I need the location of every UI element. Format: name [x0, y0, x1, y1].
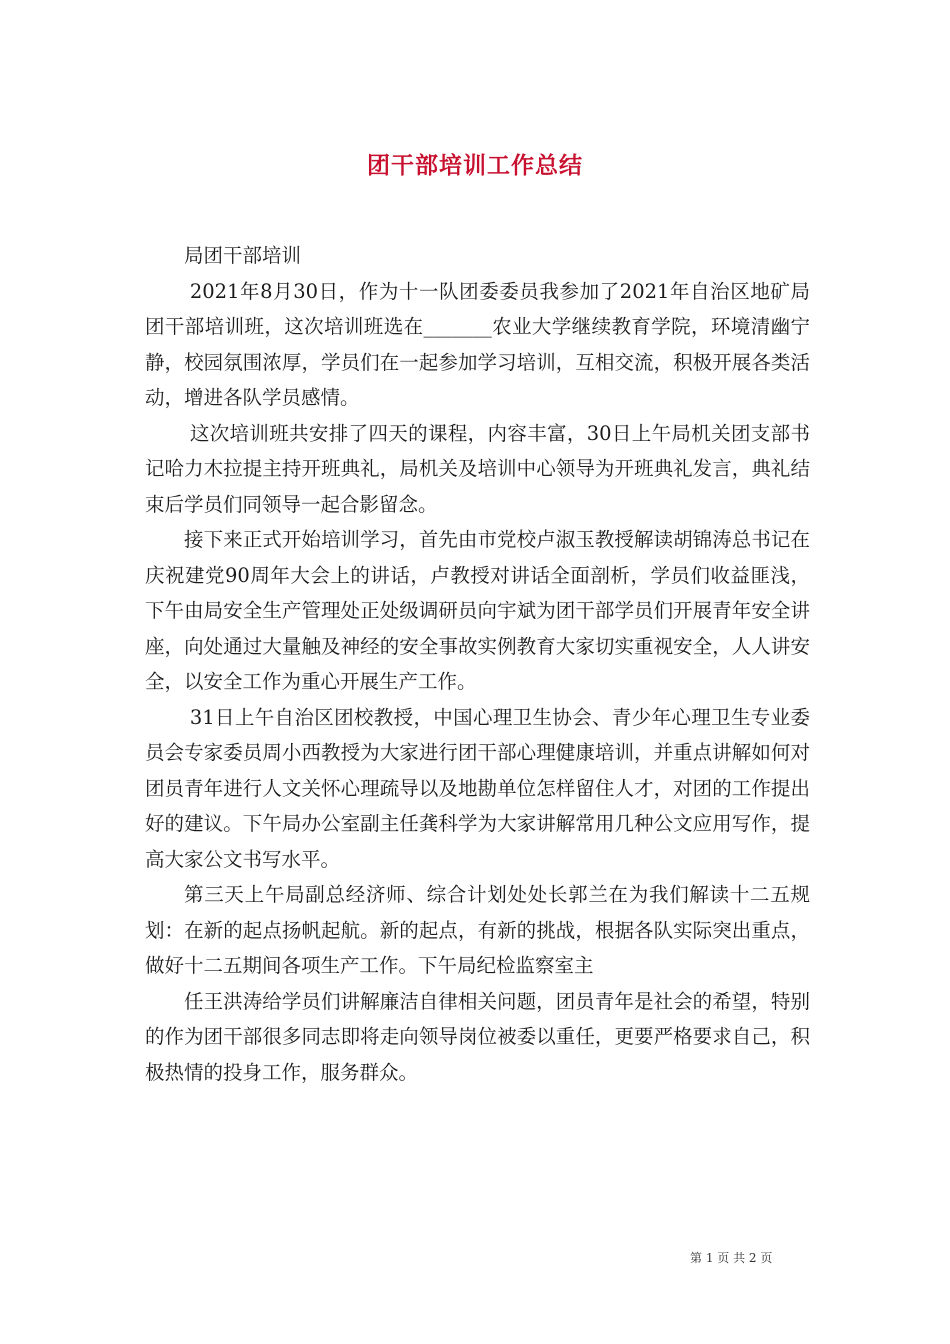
- paragraph-6: 任王洪涛给学员们讲解廉洁自律相关问题，团员青年是社会的希望，特别的作为团干部很多同志即将走向领导岗位被委以重任，更要严格要求自己，积极热情的投身工作，服务群众。: [145, 989, 810, 1084]
- page-number-footer: 第 1 页 共 2 页: [690, 1251, 773, 1265]
- document-title: 团干部培训工作总结: [367, 153, 583, 180]
- paragraph-1: 2021年8月30日，作为十一队团委委员我参加了2021年自治区地矿局团干部培训班，这次培训班选在_______农业大学继续教育学院，环境清幽宁静，校园氛围浓厚，学员们在一起参加学习培训，互相交流，积极开展各类活动，增进各队学员感情。: [145, 279, 810, 409]
- paragraph-4: 31日上午自治区团校教授，中国心理卫生协会、青少年心理卫生专业委员会专家委员周小西教授为大家进行团干部心理健康培训，并重点讲解如何对团员青年进行人文关怀心理疏导以及地勘单位怎样留住人才，对团的工作提出好的建议。下午局办公室副主任龚科学为大家讲解常用几种公文应用写作，提高大家公文书写水平。: [145, 705, 810, 871]
- paragraph-3: 接下来正式开始培训学习，首先由市党校卢淑玉教授解读胡锦涛总书记在庆祝建党90周年大会上的讲话，卢教授对讲话全面剖析，学员们收益匪浅，下午由局安全生产管理处正处级调研员向宇斌为团干部学员们开展青年安全讲座，向处通过大量触及神经的安全事故实例教育大家切实重视安全，人人讲安全，以安全工作为重心开展生产工作。: [145, 528, 810, 693]
- paragraph-5: 第三天上午局副总经济师、综合计划处处长郭兰在为我们解读十二五规划：在新的起点扬帆起航。新的起点，有新的挑战，根据各队实际突出重点，做好十二五期间各项生产工作。下午局纪检监察室主: [145, 883, 810, 977]
- document-body: [145, 238, 810, 1090]
- paragraph-subtitle: 局团干部培训: [184, 244, 302, 267]
- paragraph-2: 这次培训班共安排了四天的课程，内容丰富，30日上午局机关团支部书记哈力木拉提主持开班典礼，局机关及培训中心领导为开班典礼发言，典礼结束后学员们同领导一起合影留念。: [145, 421, 810, 516]
